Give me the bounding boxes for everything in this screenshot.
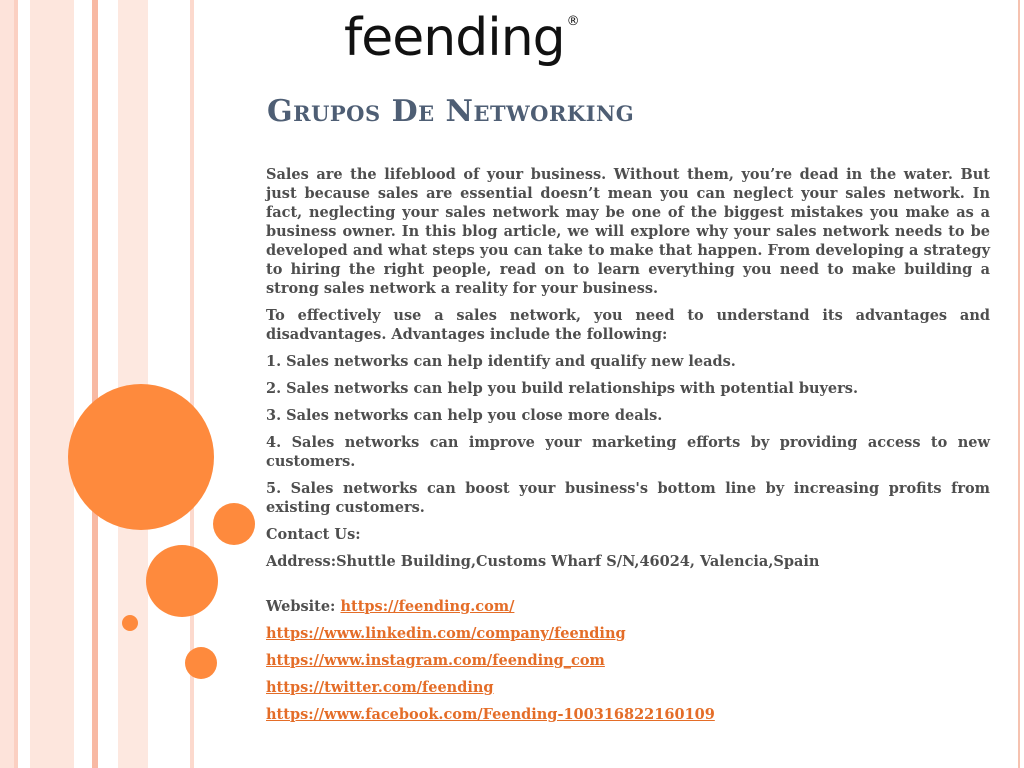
link-line	[266, 678, 990, 697]
website-link[interactable]: https://feending.com/	[340, 598, 515, 615]
address: Address:Shuttle Building,Customs Wharf S/N,46024, Valencia,Spain	[266, 553, 820, 570]
twitter-link[interactable]: https://twitter.com/feending	[266, 679, 494, 696]
linkedin-link[interactable]: https://www.linkedin.com/company/feending	[266, 625, 626, 642]
website-label: Website:	[266, 598, 341, 615]
feending-logo	[344, 8, 579, 68]
instagram-link[interactable]: https://www.instagram.com/feending_com	[266, 652, 605, 669]
decor-stripe	[92, 0, 98, 768]
decor-stripe	[30, 0, 74, 768]
list-item: 4. Sales networks can improve your marketing efforts by providing access to new customers.	[266, 434, 990, 470]
decor-circle-medium	[146, 545, 218, 617]
list-item: 2. Sales networks can help you build relationships with potential buyers.	[266, 380, 859, 397]
list-item: 3. Sales networks can help you close more deals.	[266, 407, 663, 424]
advantages-intro: To effectively use a sales network, you need to understand its advantages and disadvantages. Advantages include the following:	[266, 307, 990, 343]
list-item: 5. Sales networks can boost your business's bottom line by increasing profits from existing customers.	[266, 480, 990, 516]
link-line	[266, 705, 990, 724]
logo-text: feending	[344, 8, 565, 68]
facebook-link[interactable]: https://www.facebook.com/Feending-100316822160109	[266, 706, 715, 723]
list-item: 1. Sales networks can help identify and qualify new leads.	[266, 353, 736, 370]
article-body	[266, 165, 990, 732]
intro-paragraph: Sales are the lifeblood of your business. Without them, you’re dead in the water. But just because sales are essential doesn’t mean you can neglect your sales network. In fact, neglecting your sales network may be one of the biggest mistakes you make as a business owner. In this blog article, we will explore why your sales network needs to be developed and what steps you can take to make that happen. From developing a strategy to hiring the right people, read on to learn everything you need to make building a strong sales network a reality for your business.	[266, 166, 990, 297]
decor-circle-small	[213, 503, 255, 545]
link-line	[266, 651, 990, 670]
decor-circle-large	[68, 384, 214, 530]
decor-circle-tiny	[122, 615, 138, 631]
decor-stripe	[1018, 0, 1020, 768]
contact-label: Contact Us:	[266, 526, 361, 543]
link-line	[266, 624, 990, 643]
decor-stripe	[0, 0, 14, 768]
decor-stripe	[14, 0, 18, 768]
registered-mark: ®	[566, 14, 579, 29]
page-title: Grupos De Networking	[267, 94, 635, 129]
decor-circle-small	[185, 647, 217, 679]
website-line	[266, 597, 990, 616]
